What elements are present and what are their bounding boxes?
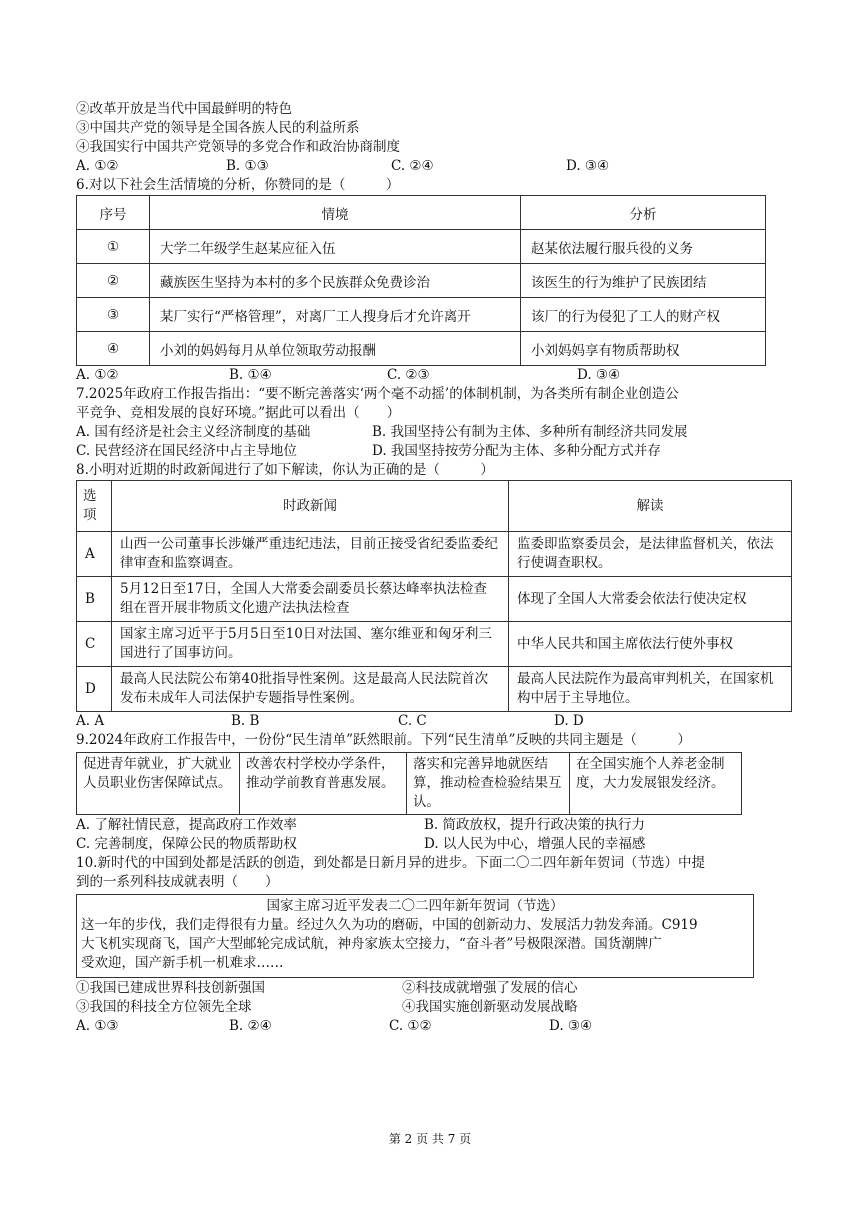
table-cell: 最高人民法院公布第40批指导性案例。这是最高人民法院首次发布未成年人司法保护专题指导性案例。	[112, 667, 509, 712]
q10-stem-line1: 10.新时代的中国到处都是活跃的创造，到处都是日新月异的进步。下面二〇二四年新年贺词（节选）中提	[76, 855, 705, 871]
table-row	[77, 332, 766, 366]
table-cell: 大学二年级学生赵某应征入伍	[150, 230, 521, 264]
q5-option-b[interactable]: B. ①③	[226, 158, 269, 174]
q8-table	[76, 480, 792, 712]
q9-option-b[interactable]: B. 简政放权，提升行政决策的执行力	[424, 817, 646, 833]
table-cell: ②	[77, 264, 150, 298]
table-header: 序号	[77, 196, 150, 230]
q10-statement-1: ①我国已建成世界科技创新强国	[76, 980, 265, 996]
q7-option-d[interactable]: D. 我国坚持按劳分配为主体、多种分配方式并存	[372, 443, 661, 459]
q7-option-a[interactable]: A. 国有经济是社会主义经济制度的基础	[76, 424, 311, 440]
table-header: 情境	[150, 196, 521, 230]
q6-table	[76, 195, 766, 366]
livelihood-item: 在全国实施个人养老金制度，大力发展银发经济。	[570, 753, 742, 815]
q7-option-c[interactable]: C. 民营经济在国民经济中占主导地位	[76, 443, 297, 459]
table-cell: 体现了全国人大常委会依法行使决定权	[509, 577, 792, 622]
q5-statement-3: ③中国共产党的领导是全国各族人民的利益所系	[76, 120, 360, 136]
q6-stem: 6.对以下社会生活情境的分析，你赞同的是（ ）	[76, 177, 400, 193]
q6-option-b[interactable]: B. ①④	[229, 367, 272, 383]
q9-option-d[interactable]: D. 以人民为中心，增强人民的幸福感	[424, 836, 646, 852]
q10-speech-excerpt	[76, 894, 754, 978]
q10-statements-row2	[76, 998, 796, 1017]
q10-option-c[interactable]: C. ①②	[389, 1018, 432, 1034]
table-cell: 最高人民法院作为最高审判机关，在国家机构中居于主导地位。	[509, 667, 792, 712]
table-row	[77, 753, 742, 815]
q8-option-c[interactable]: C. C	[398, 713, 427, 729]
q8-options	[76, 712, 796, 731]
table-header: 时政新闻	[112, 481, 509, 532]
table-cell: 某厂实行“严格管理”，对离厂工人搜身后才允许离开	[150, 298, 521, 332]
q6-options	[76, 366, 796, 385]
excerpt-line: 这一年的步伐，我们走得很有力量。经过久久为功的磨砺，中国的创新动力、发展活力勃发奔涌。C919	[81, 917, 698, 933]
q10-option-b[interactable]: B. ②④	[229, 1018, 272, 1034]
q10-statement-2: ②科技成就增强了发展的信心	[402, 980, 578, 996]
q7-options-row1	[76, 423, 796, 442]
livelihood-item: 促进青年就业，扩大就业人员职业伤害保障试点。	[77, 753, 240, 815]
q6-option-c[interactable]: C. ②③	[387, 367, 430, 383]
table-header: 选项	[77, 481, 112, 532]
table-cell: 藏族医生坚持为本村的多个民族群众免费诊治	[150, 264, 521, 298]
table-cell: C	[77, 622, 112, 667]
q9-livelihood-list	[76, 752, 742, 815]
q10-option-d[interactable]: D. ③④	[549, 1018, 593, 1034]
q6-option-a[interactable]: A. ①②	[76, 367, 119, 383]
q7-stem-line2: 平竞争、竞相发展的良好环境。”据此可以看出（ ）	[76, 405, 401, 421]
table-row	[77, 264, 766, 298]
q5-option-c[interactable]: C. ②④	[391, 158, 434, 174]
q5-statement-4: ④我国实行中国共产党领导的多党合作和政治协商制度	[76, 139, 400, 155]
table-cell: 该厂的行为侵犯了工人的财产权	[521, 298, 766, 332]
exam-page	[76, 100, 796, 1036]
table-header-row	[77, 196, 766, 230]
page-number: 第 2 页 共 7 页	[388, 1132, 472, 1146]
table-cell: 监委即监察委员会，是法律监督机关，依法行使调查职权。	[509, 532, 792, 577]
table-cell: 赵某依法履行服兵役的义务	[521, 230, 766, 264]
q7-options-row2	[76, 442, 796, 461]
q5-options	[76, 157, 796, 176]
table-cell: 山西一公司董事长涉嫌严重违纪违法，目前正接受省纪委监委纪律审查和监察调查。	[112, 532, 509, 577]
q5-option-a[interactable]: A. ①②	[76, 158, 119, 174]
q10-statement-4: ④我国实施创新驱动发展战略	[402, 999, 578, 1015]
table-row	[77, 667, 792, 712]
table-header: 解读	[509, 481, 792, 532]
table-cell: ①	[77, 230, 150, 264]
q6-option-d[interactable]: D. ③④	[577, 367, 621, 383]
q9-options-row1	[76, 816, 796, 835]
table-header-row	[77, 481, 792, 532]
table-cell: 中华人民共和国主席依法行使外事权	[509, 622, 792, 667]
table-cell: ③	[77, 298, 150, 332]
table-cell: 该医生的行为维护了民族团结	[521, 264, 766, 298]
table-cell: D	[77, 667, 112, 712]
q8-option-a[interactable]: A. A	[76, 713, 105, 729]
q5-statement-2: ②改革开放是当代中国最鲜明的特色	[76, 101, 292, 117]
excerpt-title: 国家主席习近平发表二〇二四年新年贺词（节选）	[266, 898, 564, 914]
livelihood-item: 落实和完善异地就医结算，推动检查检验结果互认。	[407, 753, 570, 815]
q10-statements-row1	[76, 979, 796, 998]
q5-option-d[interactable]: D. ③④	[566, 158, 610, 174]
table-cell: A	[77, 532, 112, 577]
table-cell: 小刘妈妈享有物质帮助权	[521, 332, 766, 366]
table-cell: 国家主席习近平于5月5日至10日对法国、塞尔维亚和匈牙利三国进行了国事访问。	[112, 622, 509, 667]
excerpt-line: 大飞机实现商飞，国产大型邮轮完成试航，神舟家族太空接力，“奋斗者”号极限深潜。国货潮牌广	[81, 936, 662, 952]
table-cell: 5月12日至17日，全国人大常委会副委员长蔡达峰率执法检查组在晋开展非物质文化遗产法执法检查	[112, 577, 509, 622]
q9-stem: 9.2024年政府工作报告中，一份份“民生清单”跃然眼前。下列“民生清单”反映的共同主题是（ ）	[76, 732, 691, 748]
q7-stem-line1: 7.2025年政府工作报告指出：“要不断完善落实‘两个毫不动摇’的体制机制，为各类所有制企业创造公	[76, 386, 679, 402]
table-header: 分析	[521, 196, 766, 230]
q8-option-d[interactable]: D. D	[554, 713, 584, 729]
table-row	[77, 230, 766, 264]
table-row	[77, 622, 792, 667]
q9-options-row2	[76, 835, 796, 854]
q10-statement-3: ③我国的科技全方位领先全球	[76, 999, 252, 1015]
q10-option-a[interactable]: A. ①③	[76, 1018, 119, 1034]
table-cell: 小刘的妈妈每月从单位领取劳动报酬	[150, 332, 521, 366]
table-cell: B	[77, 577, 112, 622]
table-row	[77, 298, 766, 332]
q10-stem-line2: 到的一系列科技成就表明（ ）	[76, 874, 279, 890]
q8-option-b[interactable]: B. B	[231, 713, 260, 729]
table-row	[77, 532, 792, 577]
table-cell: ④	[77, 332, 150, 366]
q8-stem: 8.小明对近期的时政新闻进行了如下解读，你认为正确的是（ ）	[76, 462, 494, 478]
table-row	[77, 577, 792, 622]
q7-option-b[interactable]: B. 我国坚持公有制为主体、多种所有制经济共同发展	[372, 424, 688, 440]
q9-option-a[interactable]: A. 了解社情民意，提高政府工作效率	[76, 817, 297, 833]
q9-option-c[interactable]: C. 完善制度，保障公民的物质帮助权	[76, 836, 297, 852]
excerpt-line: 受欢迎，国产新手机一机难求……	[81, 955, 284, 971]
livelihood-item: 改善农村学校办学条件，推动学前教育普惠发展。	[240, 753, 407, 815]
q10-options	[76, 1017, 796, 1036]
